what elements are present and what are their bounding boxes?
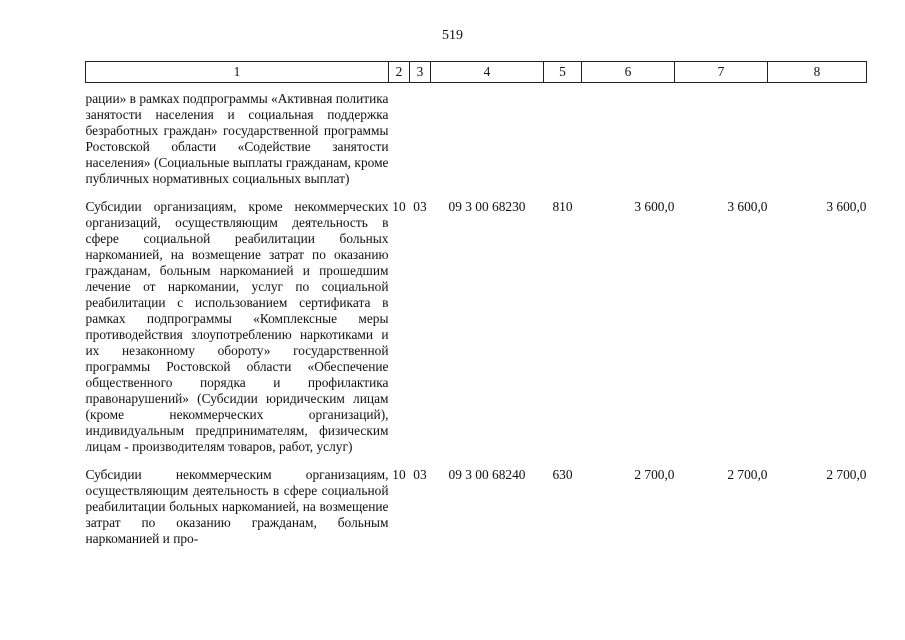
column-header-7: 7 [675, 62, 768, 83]
row-subsection: 03 [413, 467, 427, 482]
row-amount-6: 2 700,0 [634, 467, 675, 482]
column-header-6: 6 [582, 62, 675, 83]
column-header-4: 4 [431, 62, 544, 83]
table-row [86, 465, 867, 557]
row-description: Субсидии организациям, кроме некоммерческих организаций, осуществляющим деятельность в сфере социальной реабилитации больных наркоманией, на возмещение затрат по оказанию гражданам, больным наркоманией и прошедшим лечение от наркомании, услуг по социальной реабилитации с использованием сертификата в рамках подпрограммы «Комплексные меры противодействия злоупотреблению наркотиками и их незаконному обороту» государственной программы Ростовской области «Обеспечение общественного порядка и профилактика правонарушений» (Субсидии юридическим лицам (кроме некоммерческих организаций), индивидуальным предпринимателям, физическим лицам - производителям товаров, работ, услуг) [85, 199, 389, 454]
column-header-5: 5 [544, 62, 582, 83]
row-amount-8: 3 600,0 [826, 199, 867, 214]
column-header-1: 1 [86, 62, 389, 83]
table-row [86, 83, 867, 198]
row-amount-6: 3 600,0 [634, 199, 675, 214]
row-subsection [410, 83, 431, 198]
column-header-2: 2 [389, 62, 410, 83]
row-expense-type: 810 [552, 199, 573, 214]
row-subsection: 03 [413, 199, 427, 214]
row-amount-7: 2 700,0 [727, 467, 768, 482]
page-number: 519 [442, 28, 463, 43]
row-target-code: 09 3 00 68240 [448, 467, 526, 482]
budget-table [85, 61, 867, 557]
row-section [389, 83, 410, 198]
row-amount-6 [582, 83, 675, 198]
row-description: рации» в рамках подпрограммы «Активная политика занятости населения и социальная поддержка безработных граждан» государственной программы Ростовской области «Содействие занятости населения» (Социальные выплаты гражданам, кроме публичных нормативных социальных выплат) [85, 91, 389, 186]
row-amount-7 [675, 83, 768, 198]
row-amount-7: 3 600,0 [727, 199, 768, 214]
column-header-8: 8 [768, 62, 867, 83]
column-header-3: 3 [410, 62, 431, 83]
row-expense-type [544, 83, 582, 198]
row-description: Субсидии некоммерческим организациям, осуществляющим деятельность в сфере социальной реабилитации больных наркоманией, на возмещение затрат по оказанию гражданам, больным наркоманией и про- [85, 467, 389, 546]
table-row [86, 197, 867, 465]
row-section: 10 [392, 199, 406, 214]
row-amount-8: 2 700,0 [826, 467, 867, 482]
header-row [86, 62, 867, 83]
row-section: 10 [392, 467, 406, 482]
row-amount-8 [768, 83, 867, 198]
row-expense-type: 630 [552, 467, 573, 482]
row-target-code: 09 3 00 68230 [448, 199, 526, 214]
row-target-code [431, 83, 544, 198]
